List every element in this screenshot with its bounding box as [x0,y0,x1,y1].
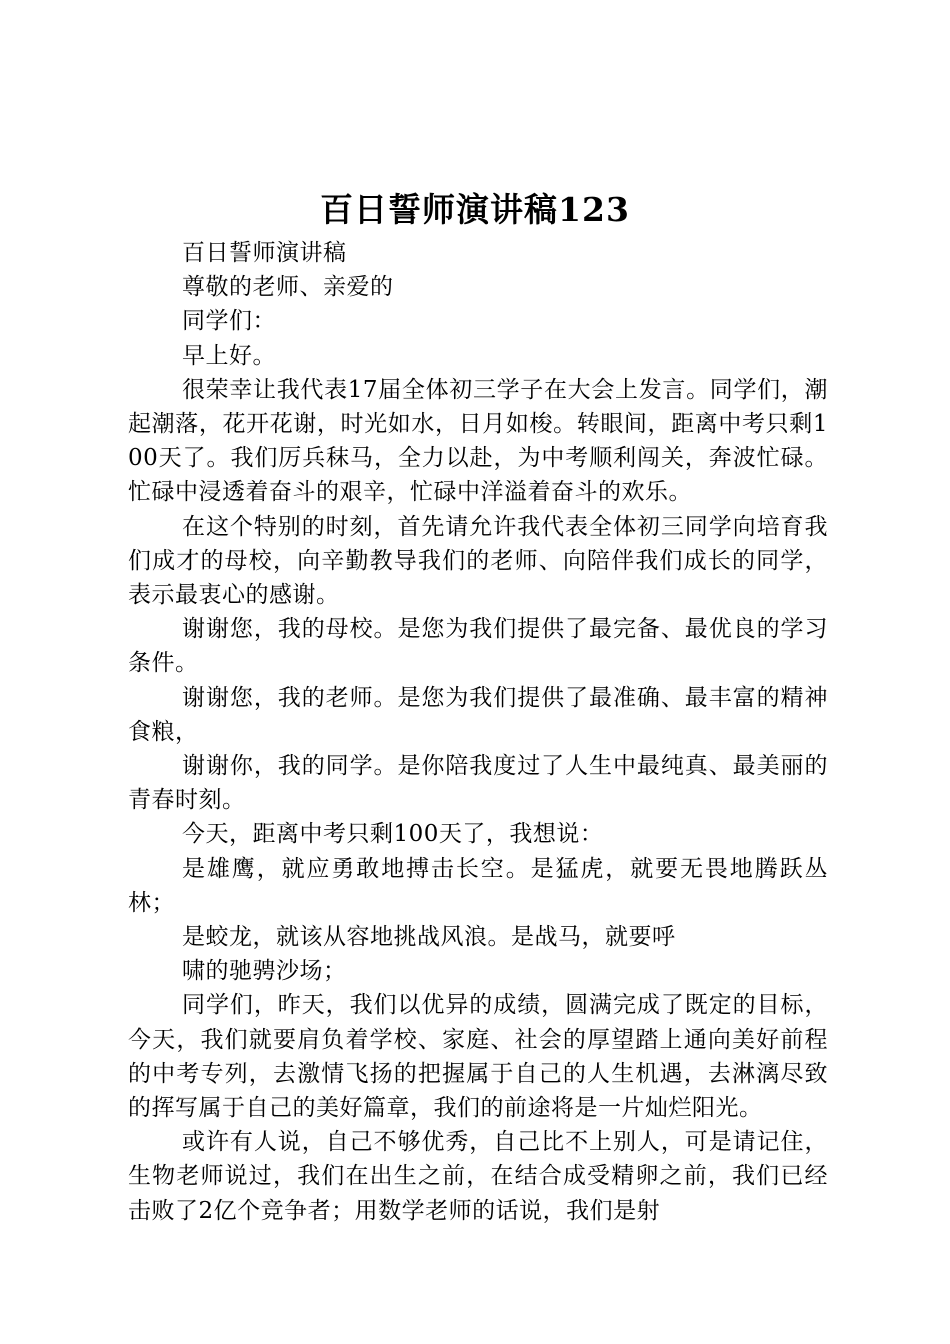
paragraph: 今天，距离中考只剩100天了，我想说： [182,821,604,848]
paragraph: 是雄鹰，就应勇敢地搏击长空。是猛虎，就要无畏地腾跃丛林； [128,855,828,916]
paragraph: 啸的驰骋沙场； [182,958,347,985]
paragraph: 同学们： [182,308,276,335]
paragraph: 在这个特别的时刻，首先请允许我代表全体初三同学向培育我们成才的母校，向辛勤教导我们的老师、向陪伴我们成长的同学，表示最衷心的感谢。 [128,513,828,609]
paragraph: 很荣幸让我代表17届全体初三学子在大会上发言。同学们，潮起潮落，花开花谢，时光如水，日月如梭。转眼间，距离中考只剩100天了。我们厉兵秣马，全力以赴，为中考顺利闯关，奔波忙碌。忙碌中浸透着奋斗的艰辛，忙碌中洋溢着奋斗的欢乐。 [128,376,828,506]
paragraph: 是蛟龙，就该从容地挑战风浪。是战马，就要呼 [182,924,676,951]
paragraph: 同学们，昨天，我们以优异的成绩，圆满完成了既定的目标，今天，我们就要肩负着学校、家庭、社会的厚望踏上通向美好前程的中考专列，去激情飞扬的把握属于自己的人生机遇，去淋漓尽致的挥写属于自己的美好篇章，我们的前途将是一片灿烂阳光。 [128,992,828,1122]
document-body [128,236,828,1228]
paragraph: 早上好。 [182,342,276,369]
paragraph: 谢谢您，我的母校。是您为我们提供了最完备、最优良的学习条件。 [128,616,828,677]
paragraph: 谢谢你，我的同学。是你陪我度过了人生中最纯真、最美丽的青春时刻。 [128,753,828,814]
paragraph: 百日誓师演讲稿 [182,240,347,266]
paragraph: 或许有人说，自己不够优秀，自己比不上别人，可是请记住，生物老师说过，我们在出生之前，在结合成受精卵之前，我们已经击败了2亿个竞争者；用数学老师的话说，我们是射 [128,1129,828,1224]
document-title: 百日誓师演讲稿123 [320,190,630,229]
paragraph: 谢谢您，我的老师。是您为我们提供了最准确、最丰富的精神食粮， [128,684,828,745]
paragraph: 尊敬的老师、亲爱的 [182,274,394,301]
